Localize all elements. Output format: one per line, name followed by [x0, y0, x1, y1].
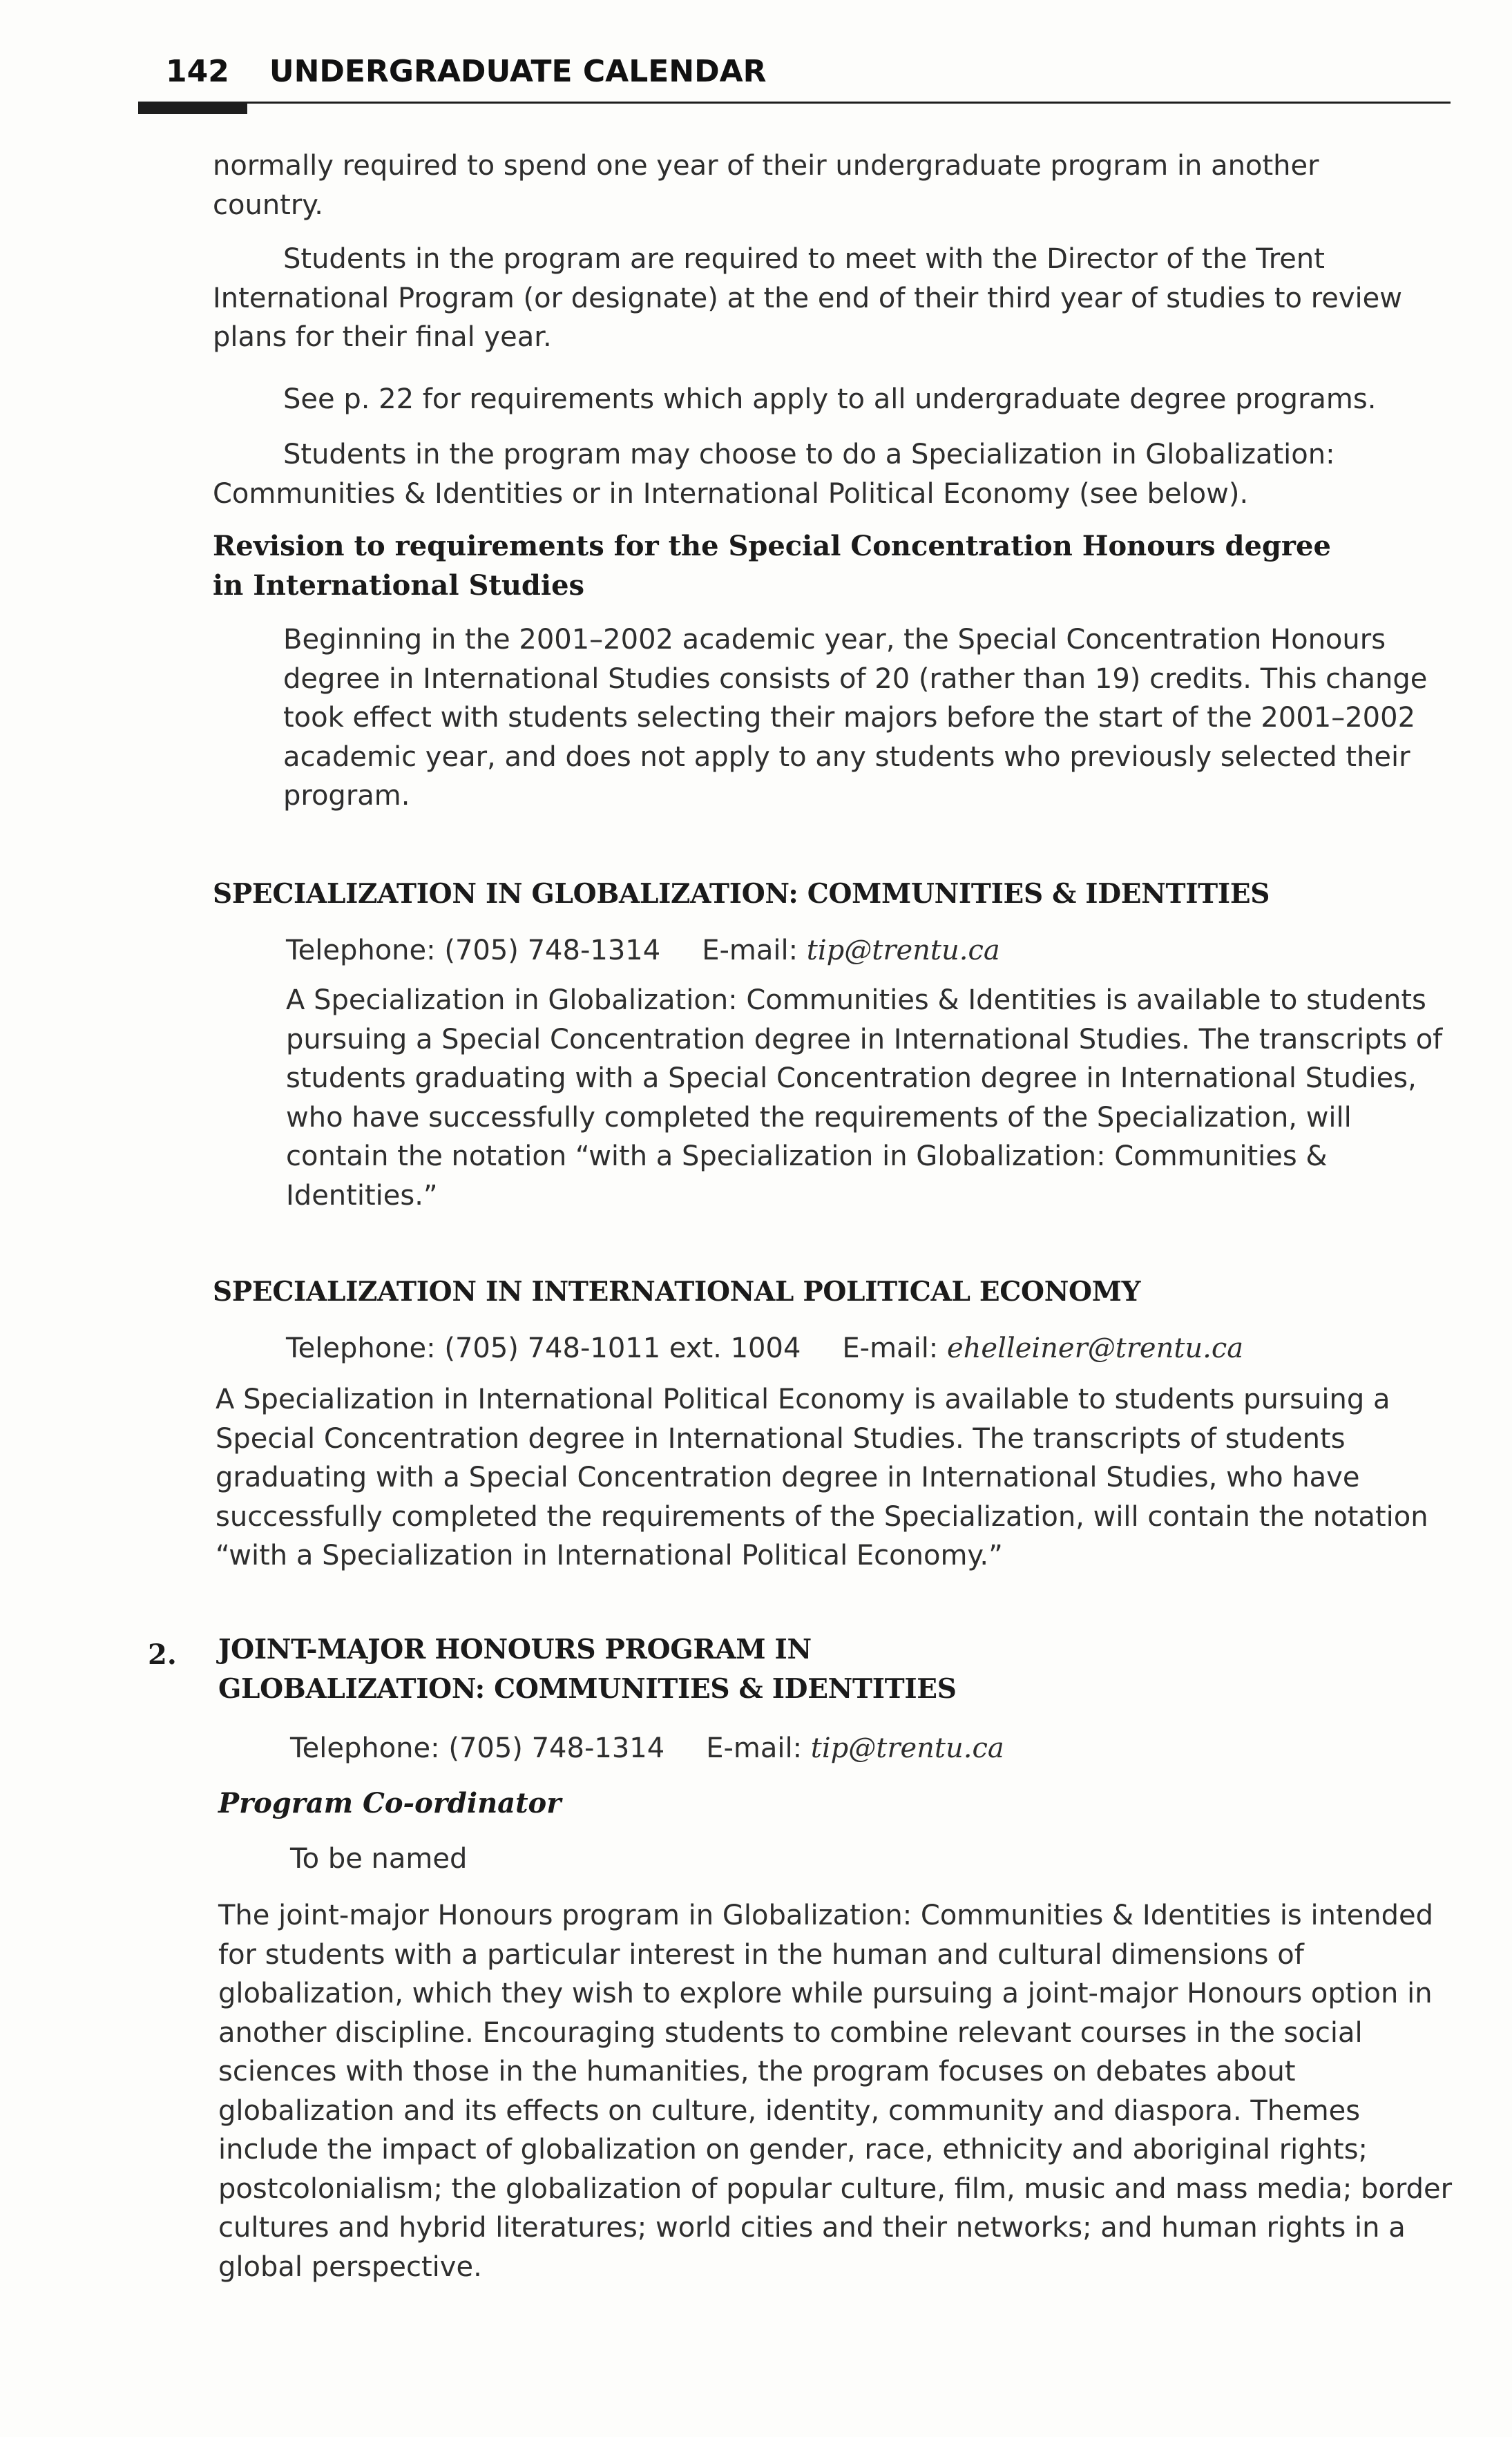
- header-rule: [138, 102, 1451, 104]
- intro-paragraph-1: normally required to spend one year of their undergraduate program in another country.: [213, 150, 1319, 221]
- spec-ipe-email-link[interactable]: ehelleiner@trentu.ca: [947, 1332, 1244, 1364]
- spec-globalization-email-label: E-mail:: [702, 935, 807, 966]
- joint-major-email-label: E-mail:: [706, 1732, 811, 1764]
- revision-body: Beginning in the 2001–2002 academic year, the Special Concentration Honours degree in International Studies consists of 20 (rather than 19) credits. This change took effect with students selecting their majors before the start of the 2001–2002 academic year, and does not apply to any students who previously selected their program.: [283, 624, 1428, 812]
- revision-heading: Revision to requirements for the Special Concentration Honours degree in International Studies: [213, 530, 1331, 602]
- header-rule-accent: [138, 102, 247, 114]
- spec-globalization-telephone: Telephone: (705) 748-1314: [286, 935, 661, 966]
- joint-major-email-link[interactable]: tip@trentu.ca: [810, 1732, 1004, 1764]
- intro-paragraph-2: Students in the program are required to meet with the Director of the Trent International Program (or designate) at the end of their third year of studies to review plans for their final year.: [213, 243, 1402, 353]
- spec-ipe-contact: [286, 1332, 1243, 1364]
- spec-globalization-heading: SPECIALIZATION IN GLOBALIZATION: COMMUNITIES & IDENTITIES: [213, 878, 1270, 910]
- spec-globalization-email-link[interactable]: tip@trentu.ca: [806, 935, 1000, 966]
- spec-globalization-body: A Specialization in Globalization: Communities & Identities is available to students pursuing a Special Concentration degree in International Studies. The transcripts of students graduating with a Special Concentration degree in International Studies, who have successfully completed the requirements of the Specialization, will contain the notation “with a Specialization in Globalization: Communities & Identities.”: [286, 984, 1443, 1212]
- spec-ipe-email-label: E-mail:: [842, 1332, 947, 1364]
- calendar-title: UNDERGRADUATE CALENDAR: [269, 54, 767, 89]
- page-number: 142: [166, 54, 229, 89]
- spec-globalization-contact: [286, 935, 1000, 966]
- joint-major-body: The joint-major Honours program in Globalization: Communities & Identities is intended for students with a particular interest in the human and cultural dimensions of globalization, which they wish to explore while pursuing a joint-major Honours option in another discipline. Encouraging students to combine relevant courses in the social sciences with those in the humanities, the program focuses on debates about globalization and its effects on culture, identity, community and diaspora. Themes include the impact of globalization on gender, race, ethnicity and aboriginal rights; postcolonialism; the globalization of popular culture, film, music and mass media; border cultures and hybrid literatures; world cities and their networks; and human rights in a global perspective.: [218, 1900, 1453, 2283]
- spec-ipe-body: A Specialization in International Political Economy is available to students pursuing a Special Concentration degree in International Studies. The transcripts of students graduating with a Special Concentration degree in International Studies, who have successfully completed the requirements of the Specialization, will contain the notation “with a Specialization in International Political Economy.”: [216, 1384, 1428, 1571]
- joint-major-heading-line-2: GLOBALIZATION: COMMUNITIES & IDENTITIES: [218, 1673, 957, 1705]
- spec-ipe-heading: SPECIALIZATION IN INTERNATIONAL POLITICAL ECONOMY: [213, 1276, 1141, 1308]
- running-header: [166, 54, 767, 89]
- joint-major-contact: [290, 1732, 1004, 1764]
- section-number: 2.: [148, 1638, 177, 1671]
- program-coordinator-value: To be named: [290, 1843, 468, 1875]
- intro-paragraph-3: See p. 22 for requirements which apply to all undergraduate degree programs.: [283, 383, 1377, 415]
- joint-major-heading-line-1: JOINT-MAJOR HONOURS PROGRAM IN: [218, 1634, 812, 1665]
- joint-major-telephone: Telephone: (705) 748-1314: [290, 1732, 665, 1764]
- spec-ipe-telephone: Telephone: (705) 748-1011 ext. 1004: [286, 1332, 801, 1364]
- program-coordinator-label: Program Co-ordinator: [218, 1787, 562, 1819]
- intro-paragraph-4: Students in the program may choose to do a Specialization in Globalization: Communities & Identities or in International Political Economy (see below).: [213, 439, 1335, 510]
